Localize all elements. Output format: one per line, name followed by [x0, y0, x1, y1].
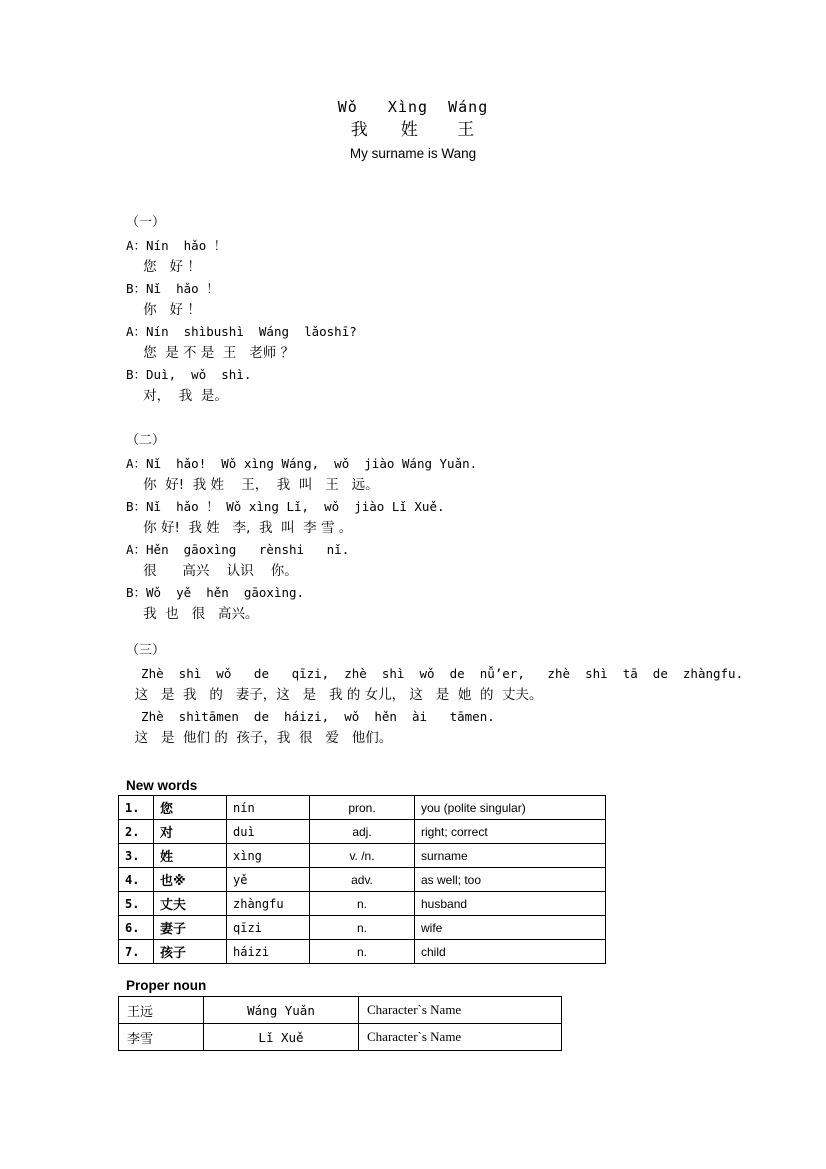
- dialogue-line: 我 也 很 高兴。: [126, 605, 259, 622]
- title-english: My surname is Wang: [349, 146, 477, 161]
- dialogue-line: 您 好 ！: [126, 258, 201, 275]
- word-pos: n.: [310, 940, 415, 964]
- proper-noun-table: [118, 996, 562, 1051]
- word-hanzi: 也※: [154, 868, 227, 892]
- dialogue-line: 你 好! 我 姓 李, 我 叫 李 雪 。: [126, 519, 353, 536]
- word-pinyin: qīzi: [227, 916, 310, 940]
- dialogue-line: A：Hěn gāoxìng rènshi nǐ.: [126, 542, 350, 557]
- proper-noun-hanzi: 王远: [119, 997, 204, 1024]
- word-number: 3.: [119, 844, 154, 868]
- new-words-heading: New words: [126, 778, 198, 793]
- dialogue-line: 你 好! 我 姓 王， 我 叫 王 远。: [126, 476, 379, 493]
- lesson-title-block: [0, 96, 826, 165]
- proper-noun-pinyin: Wáng Yuǎn: [204, 997, 359, 1024]
- dialogue-line: Zhè shì wǒ de qīzi, zhè shì wǒ de nǚ’er, zhè shì tā de zhàngfu.: [126, 666, 744, 681]
- word-number: 4.: [119, 868, 154, 892]
- title-pinyin: Wǒ Xìng Wáng: [337, 98, 489, 116]
- dialogue-section-2: [126, 430, 786, 625]
- dialogue-line: 对， 我 是。: [126, 387, 228, 404]
- word-pos: adj.: [310, 820, 415, 844]
- dialogue-section-1: [126, 212, 786, 407]
- word-pos: n.: [310, 892, 415, 916]
- word-pinyin: háizi: [227, 940, 310, 964]
- word-number: 6.: [119, 916, 154, 940]
- dialogue-line: B：Duì, wǒ shì.: [126, 367, 252, 382]
- proper-noun-heading: Proper noun: [126, 978, 207, 993]
- table-row: [119, 844, 606, 868]
- word-definition: right; correct: [415, 820, 606, 844]
- word-definition: as well; too: [415, 868, 606, 892]
- word-hanzi: 孩子: [154, 940, 227, 964]
- table-row: [119, 940, 606, 964]
- word-definition: husband: [415, 892, 606, 916]
- word-pinyin: zhàngfu: [227, 892, 310, 916]
- proper-noun-hanzi: 李雪: [119, 1024, 204, 1051]
- proper-noun-pinyin: Lǐ Xuě: [204, 1024, 359, 1051]
- word-hanzi: 丈夫: [154, 892, 227, 916]
- proper-noun-definition: Character`s Name: [359, 1024, 562, 1051]
- word-number: 1.: [119, 796, 154, 820]
- word-definition: you (polite singular): [415, 796, 606, 820]
- section-label-1: （一）: [126, 215, 166, 230]
- dialogue-line: A：Nín shìbushì Wáng lǎoshī?: [126, 324, 357, 339]
- word-pos: adv.: [310, 868, 415, 892]
- word-pinyin: duì: [227, 820, 310, 844]
- dialogue-line: 这 是 我 的 妻子，这 是 我 的 女儿， 这 是 她 的 丈夫。: [126, 686, 543, 703]
- word-pos: pron.: [310, 796, 415, 820]
- section-label-3: （三）: [126, 643, 166, 658]
- dialogue-line: A：Nín hǎo ！: [126, 238, 227, 253]
- table-row: [119, 868, 606, 892]
- new-words-table: [118, 795, 606, 964]
- dialogue-line: B：Nǐ hǎo ！: [126, 281, 219, 296]
- word-hanzi: 对: [154, 820, 227, 844]
- word-definition: surname: [415, 844, 606, 868]
- table-row: [119, 1024, 562, 1051]
- dialogue-line: Zhè shìtāmen de háizi, wǒ hěn ài tāmen.: [126, 709, 495, 724]
- proper-noun-definition: Character`s Name: [359, 997, 562, 1024]
- word-number: 5.: [119, 892, 154, 916]
- dialogue-line: B：Wǒ yě hěn gāoxìng.: [126, 585, 305, 600]
- word-pinyin: xìng: [227, 844, 310, 868]
- word-hanzi: 姓: [154, 844, 227, 868]
- table-row: [119, 997, 562, 1024]
- dialogue-line: B：Nǐ hǎo ！ Wǒ xìng Lǐ, wǒ jiào Lǐ Xuě.: [126, 499, 445, 514]
- section-label-2: （二）: [126, 433, 166, 448]
- table-row: [119, 796, 606, 820]
- table-row: [119, 892, 606, 916]
- table-row: [119, 820, 606, 844]
- word-definition: child: [415, 940, 606, 964]
- word-number: 7.: [119, 940, 154, 964]
- dialogue-line: 这 是 他们 的 孩子，我 很 爱 他们。: [126, 729, 393, 746]
- word-pinyin: nín: [227, 796, 310, 820]
- word-hanzi: 妻子: [154, 916, 227, 940]
- title-hanzi: 我 姓 王: [350, 120, 476, 140]
- word-pos: v. /n.: [310, 844, 415, 868]
- word-pinyin: yě: [227, 868, 310, 892]
- dialogue-line: A：Nǐ hǎo! Wǒ xìng Wáng, wǒ jiào Wáng Yuǎn.: [126, 456, 478, 471]
- dialogue-section-3: [126, 640, 786, 749]
- word-number: 2.: [119, 820, 154, 844]
- word-definition: wife: [415, 916, 606, 940]
- dialogue-line: 您 是 不 是 王 老师 ？: [126, 344, 295, 361]
- word-pos: n.: [310, 916, 415, 940]
- table-row: [119, 916, 606, 940]
- word-hanzi: 您: [154, 796, 227, 820]
- dialogue-line: 你 好 ！: [126, 301, 201, 318]
- dialogue-line: 很 高兴 认识 你。: [126, 562, 298, 579]
